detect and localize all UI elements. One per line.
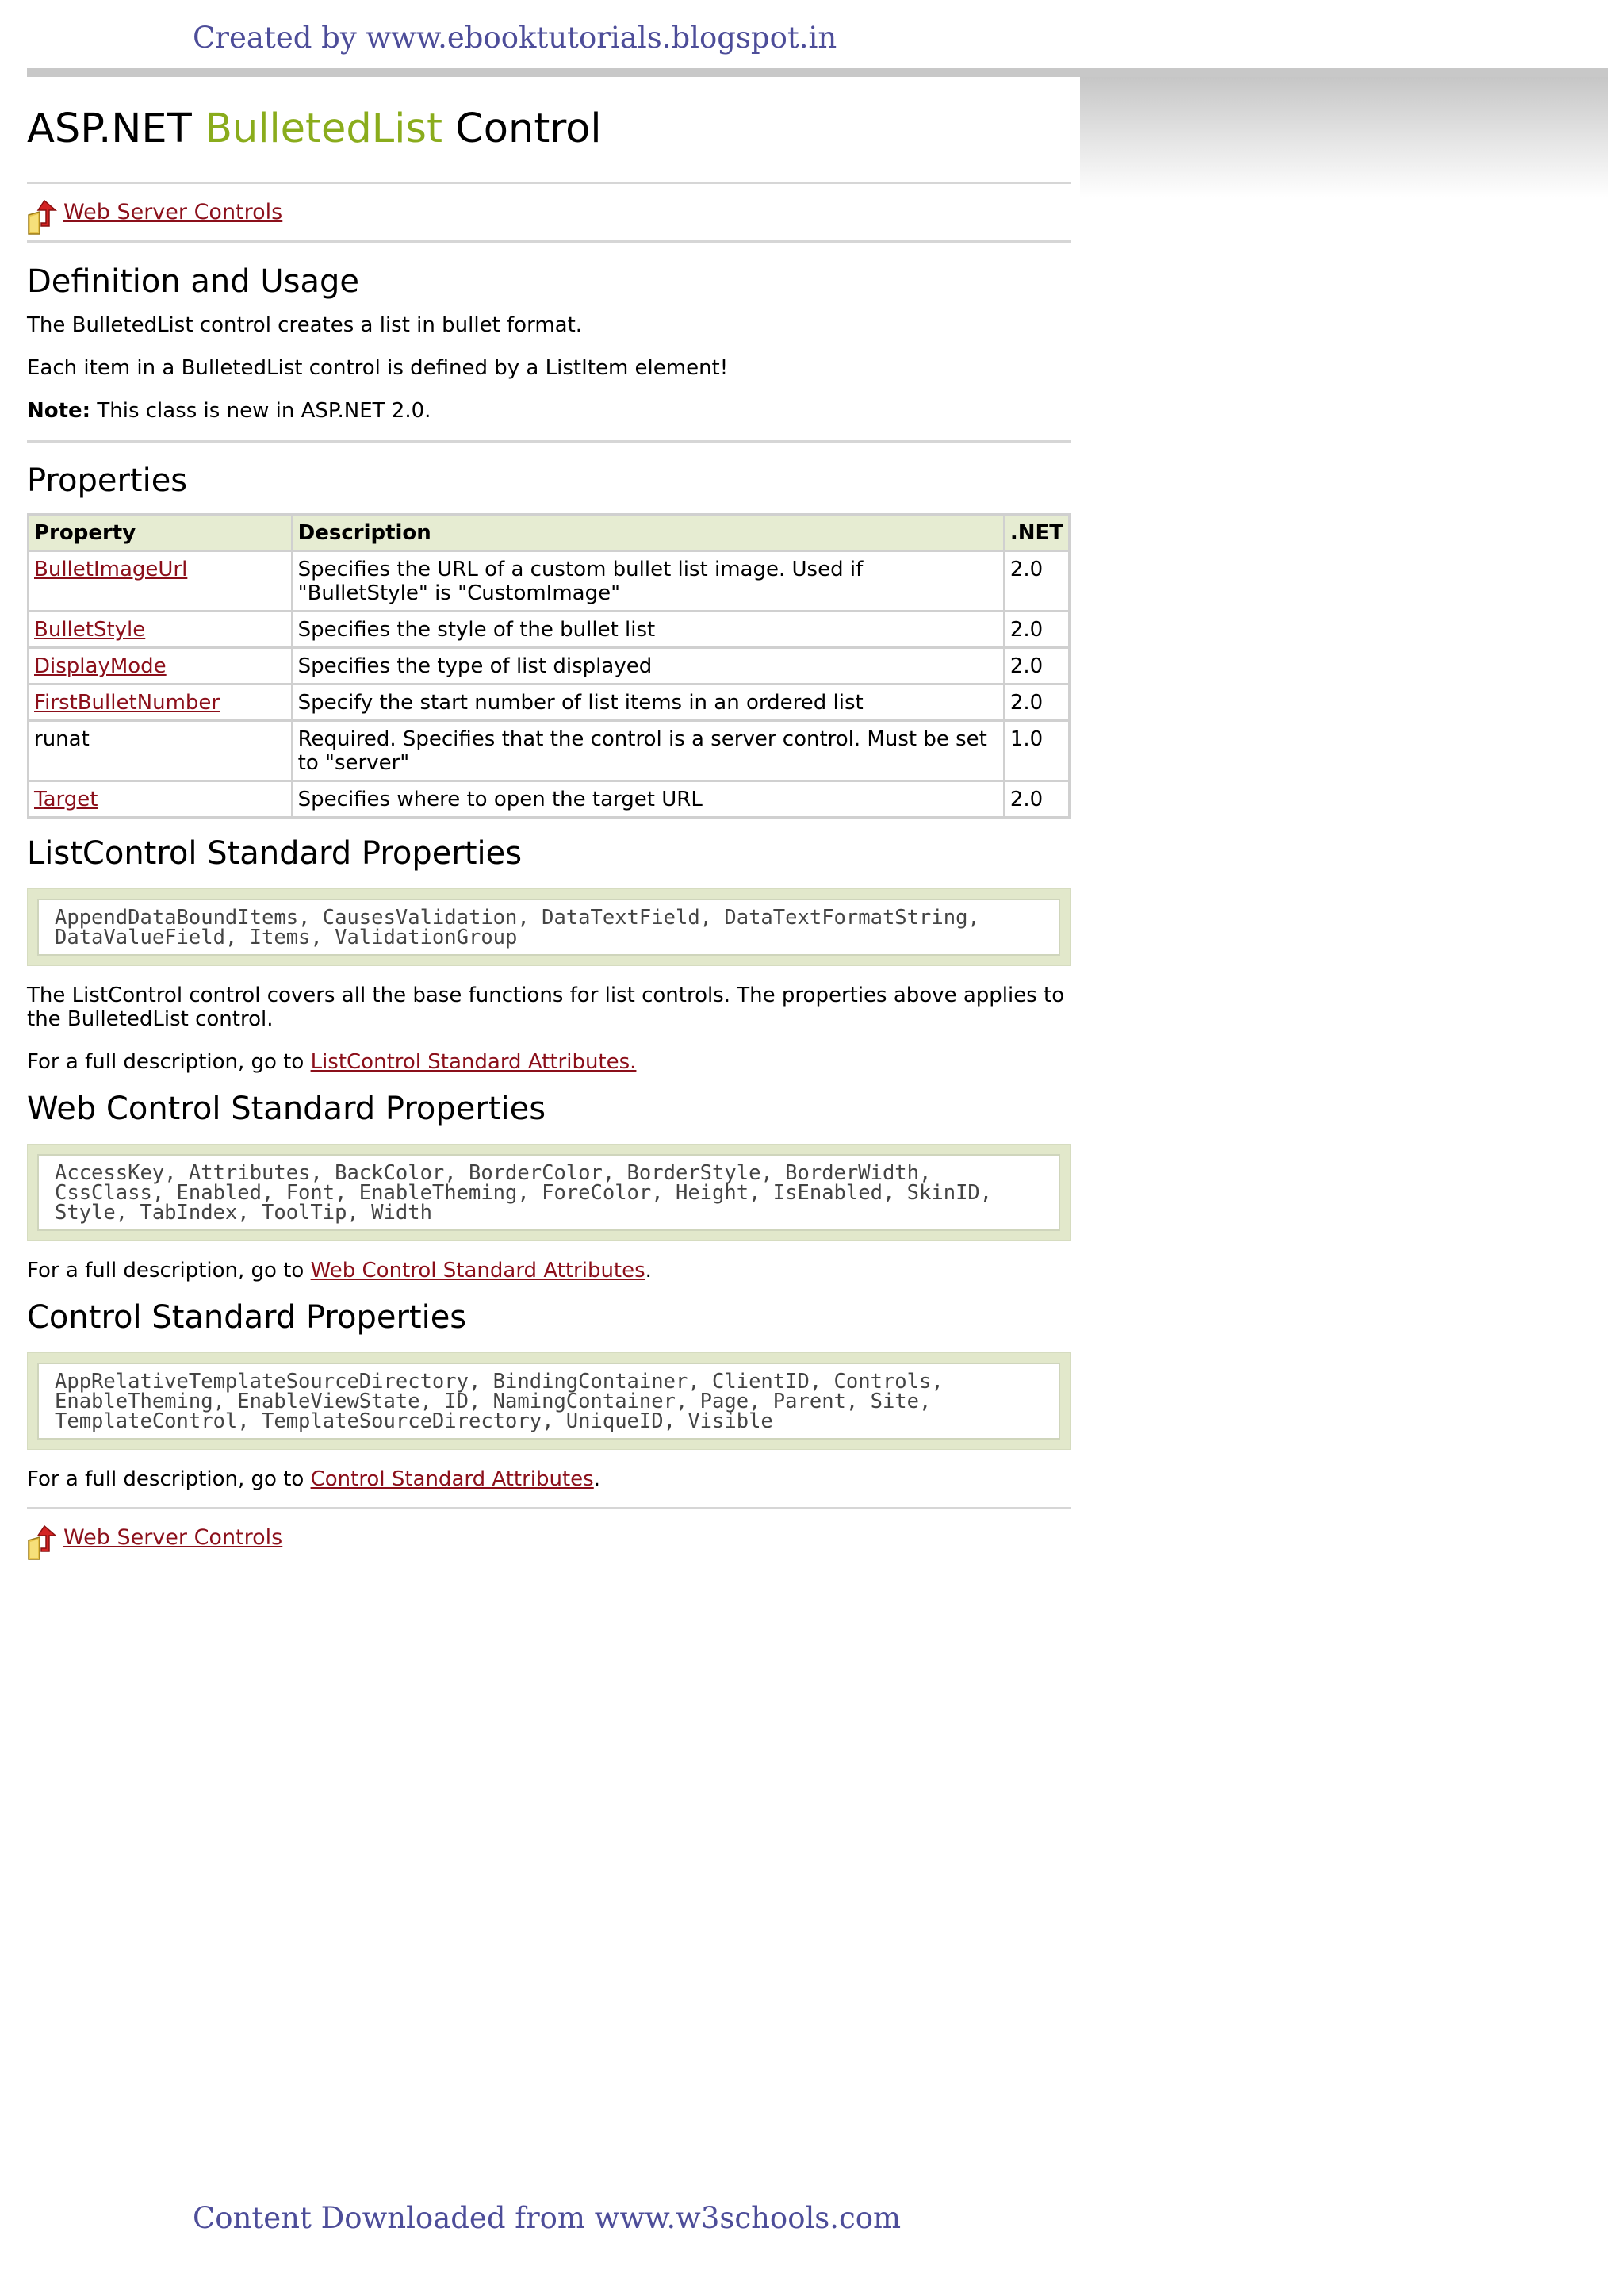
page-title-suffix: Control — [442, 105, 602, 152]
nav-web-server-controls-link-top[interactable]: Web Server Controls — [63, 200, 283, 224]
listcontrol-attributes-link[interactable]: ListControl Standard Attributes. — [310, 1050, 637, 1074]
header-gradient — [1080, 77, 1608, 197]
credit-top-text: Created by www.ebooktutorials.blogspot.in — [193, 21, 837, 55]
webcontrol-code — [37, 1154, 1060, 1231]
code-line: CssClass, Enabled, Font, EnableTheming, ForeColor, Height, IsEnabled, SkinID, — [55, 1181, 993, 1205]
table-header-row — [29, 515, 1070, 551]
control-desc-suffix: . — [593, 1467, 600, 1491]
webcontrol-description — [27, 1259, 1071, 1283]
nav-bottom — [27, 1509, 1071, 1566]
listcontrol-description — [27, 1050, 1071, 1074]
property-description: Specify the start number of list items in an ordered list — [292, 684, 1004, 721]
note-label: Note: — [27, 399, 91, 423]
code-line: Style, TabIndex, ToolTip, Width — [55, 1201, 432, 1225]
property-link-firstbulletnumber[interactable]: FirstBulletNumber — [34, 691, 220, 715]
property-version: 2.0 — [1004, 648, 1069, 684]
webcontrol-desc-suffix: . — [645, 1259, 652, 1283]
control-attributes-link[interactable]: Control Standard Attributes — [310, 1467, 594, 1491]
webcontrol-code-box — [27, 1144, 1071, 1241]
listcontrol-code-box — [27, 888, 1071, 966]
column-header-net: .NET — [1004, 515, 1069, 551]
property-description: Specifies the type of list displayed — [292, 648, 1004, 684]
code-line: AppendDataBoundItems, CausesValidation, DataTextField, DataTextFormatString, — [55, 906, 980, 930]
control-code — [37, 1363, 1060, 1440]
definition-heading: Definition and Usage — [27, 263, 360, 300]
definition-note — [27, 399, 1071, 423]
header-bar — [27, 68, 1608, 77]
property-name-cell — [29, 781, 293, 818]
code-line: AccessKey, Attributes, BackColor, BorderColor, BorderStyle, BorderWidth, — [55, 1161, 932, 1185]
property-description: Required. Specifies that the control is a server control. Must be set to "server" — [292, 721, 1004, 781]
property-name-cell — [29, 551, 293, 612]
main-content — [27, 77, 1071, 1566]
properties-heading: Properties — [27, 462, 188, 499]
property-link-bulletstyle[interactable]: BulletStyle — [34, 618, 146, 642]
nav-web-server-controls-link-bottom[interactable]: Web Server Controls — [63, 1525, 283, 1550]
properties-table — [27, 513, 1071, 819]
control-heading: Control Standard Properties — [27, 1299, 467, 1336]
webcontrol-heading: Web Control Standard Properties — [27, 1091, 546, 1127]
folder-up-arrow-icon — [27, 1524, 60, 1561]
divider — [27, 240, 1071, 243]
webcontrol-desc-prefix: For a full description, go to — [27, 1259, 311, 1283]
property-link-displaymode[interactable]: DisplayMode — [34, 654, 167, 678]
page-title-prefix: ASP.NET — [27, 105, 205, 152]
property-version: 2.0 — [1004, 612, 1069, 648]
control-code-box — [27, 1352, 1071, 1450]
listcontrol-heading: ListControl Standard Properties — [27, 835, 523, 872]
table-row — [29, 612, 1070, 648]
property-description: Specifies where to open the target URL — [292, 781, 1004, 818]
property-name-cell — [29, 612, 293, 648]
listcontrol-paragraph: The ListControl control covers all the base functions for list controls. The properties above applies to the BulletedList control. — [27, 984, 1065, 1031]
definition-paragraph-1: The BulletedList control creates a list in bullet format. — [27, 313, 583, 337]
property-name-cell — [29, 684, 293, 721]
code-line: EnableTheming, EnableViewState, ID, NamingContainer, Page, Parent, Site, — [55, 1390, 932, 1413]
credit-bottom-text: Content Downloaded from www.w3schools.com — [193, 2201, 902, 2235]
code-line: DataValueField, Items, ValidationGroup — [55, 926, 518, 949]
page-title — [27, 77, 1071, 182]
property-description: Specifies the URL of a custom bullet list image. Used if "BulletStyle" is "CustomImage" — [292, 551, 1004, 612]
property-version: 2.0 — [1004, 684, 1069, 721]
note-text: This class is new in ASP.NET 2.0. — [90, 399, 431, 423]
property-name-cell — [29, 648, 293, 684]
nav-top — [27, 184, 1071, 240]
control-desc-prefix: For a full description, go to — [27, 1467, 311, 1491]
listcontrol-code — [37, 899, 1060, 956]
property-version: 1.0 — [1004, 721, 1069, 781]
property-version: 2.0 — [1004, 781, 1069, 818]
property-link-target[interactable]: Target — [34, 788, 98, 811]
property-description: Specifies the style of the bullet list — [292, 612, 1004, 648]
column-header-property: Property — [29, 515, 293, 551]
column-header-description: Description — [292, 515, 1004, 551]
definition-paragraph-2: Each item in a BulletedList control is defined by a ListItem element! — [27, 356, 729, 380]
property-link-bulletimageurl[interactable]: BulletImageUrl — [34, 558, 188, 581]
table-row — [29, 684, 1070, 721]
table-row — [29, 648, 1070, 684]
folder-up-arrow-icon — [27, 199, 60, 236]
divider — [27, 440, 1071, 443]
property-name-runat: runat — [29, 721, 293, 781]
table-row — [29, 781, 1070, 818]
listcontrol-desc-prefix: For a full description, go to — [27, 1050, 311, 1074]
code-line: AppRelativeTemplateSourceDirectory, BindingContainer, ClientID, Controls, — [55, 1370, 944, 1394]
property-version: 2.0 — [1004, 551, 1069, 612]
table-row — [29, 551, 1070, 612]
code-line: TemplateControl, TemplateSourceDirectory, UniqueID, Visible — [55, 1409, 773, 1433]
webcontrol-attributes-link[interactable]: Web Control Standard Attributes — [310, 1259, 645, 1283]
control-description — [27, 1467, 1071, 1491]
page-title-accent: BulletedList — [205, 105, 442, 152]
table-row — [29, 721, 1070, 781]
